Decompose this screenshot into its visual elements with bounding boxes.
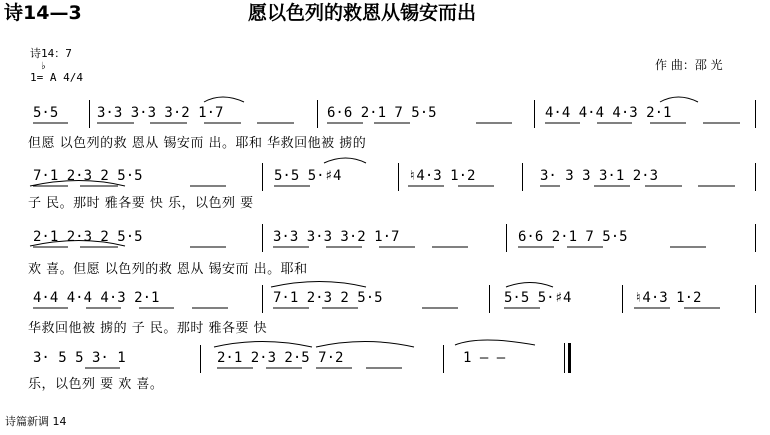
measure: 3· 5 5 3· 1	[33, 350, 126, 366]
measure: 3·3 3·3 3·2 1·7	[97, 105, 224, 121]
measure: 4·4 4·4 4·3 2·1	[545, 105, 672, 121]
slur	[506, 283, 553, 288]
measure: 5·5	[33, 105, 59, 121]
footer-caption: 诗篇新调 14	[5, 415, 67, 428]
song-number: 诗14—3	[4, 2, 82, 24]
composer-credit: 作 曲：邵 光	[655, 58, 723, 72]
measure: 5·5 5·♯4	[504, 290, 572, 306]
lyric-line: 子 民。那时 雅各要 快 乐，以色列 要	[28, 196, 254, 211]
measure: 5·5 5·♯4	[274, 168, 342, 184]
measure: 3· 3 3 3·1 2·3	[540, 168, 659, 184]
lyric-line: 华救回他被 掳的 子 民。那时 雅各要 快	[28, 321, 268, 336]
scripture-reference: 诗14：7	[30, 47, 72, 60]
lyric-line: 乐，以色列 要 欢 喜。	[28, 377, 164, 392]
slur	[30, 181, 125, 187]
slur	[660, 97, 698, 102]
measure: 4·4 4·4 4·3 2·1	[33, 290, 160, 306]
measure: 2·1 2·3 2 5·5	[33, 229, 143, 245]
song-title: 愿以色列的救恩从锡安而出	[248, 2, 477, 24]
tie	[455, 340, 535, 345]
slur	[214, 342, 312, 348]
slur	[316, 342, 414, 348]
slur	[324, 158, 366, 163]
lyric-line: 欢 喜。但愿 以色列的救 恩从 锡安而 出。耶和	[28, 262, 308, 277]
measure: ♮4·3 1·2	[634, 290, 702, 306]
measure: 6·6 2·1 7 5·5	[327, 105, 437, 121]
measure: 6·6 2·1 7 5·5	[518, 229, 628, 245]
key-signature: 1= A 4/4	[30, 71, 83, 84]
slur	[271, 282, 366, 288]
measure: 2·1 2·3 2·5 7·2	[217, 350, 344, 366]
measure: 1 – –	[463, 350, 506, 366]
key-flat-sign: ♭	[41, 61, 46, 72]
slur	[30, 241, 125, 247]
measure: 7·1 2·3 2 5·5	[33, 168, 143, 184]
slur	[204, 97, 244, 102]
measure: 7·1 2·3 2 5·5	[273, 290, 383, 306]
measure: 3·3 3·3 3·2 1·7	[273, 229, 400, 245]
lyric-line: 但愿 以色列的救 恩从 锡安而 出。耶和 华救回他被 掳的	[28, 136, 367, 151]
measure: ♮4·3 1·2	[408, 168, 476, 184]
